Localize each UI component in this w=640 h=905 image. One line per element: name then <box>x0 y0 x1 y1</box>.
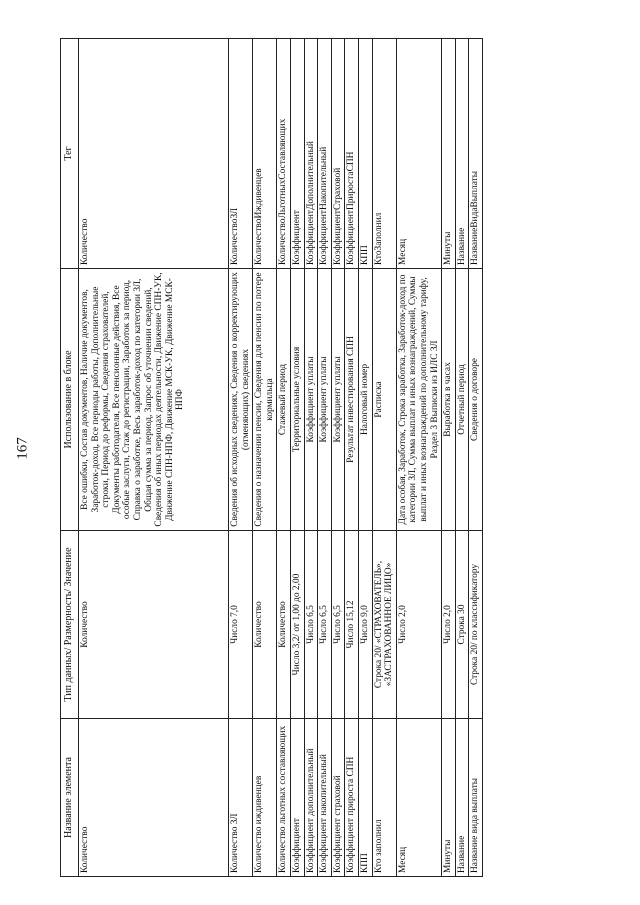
cell-name: Кто заполнил <box>372 719 396 877</box>
rotated-table-wrapper <box>60 39 483 877</box>
table-row <box>396 39 441 877</box>
cell-tag: КоэффициентПриростаСПН <box>345 39 359 269</box>
cell-usage: Отчетный период <box>455 269 469 531</box>
table-row <box>304 39 318 877</box>
cell-tag: КоэффициентДополнительный <box>304 39 318 269</box>
cell-name: Коэффициент <box>290 719 304 877</box>
cell-usage: Сведения об исходных сведениях, Сведения о корректирующих (отменяющих) сведениях <box>229 269 253 531</box>
table-row <box>442 39 456 877</box>
cell-type: Число 6,5 <box>331 531 345 719</box>
cell-tag: Минуты <box>442 39 456 269</box>
page-number: 167 <box>14 437 31 460</box>
cell-usage: Все ошибки, Состав документов, Наличие документов, Заработок-доход, Все периоды работы, Дополнительные строки, Период до реформы, Сведения страхователей, Документы работодателя, Все пенсионные действия, Все особые заслуги, Стаж до регистрации, Заработок за период, Справка о заработке, Весь заработок-доход по категории ЗЛ, Общая сумма за период, Запрос об уточнении сведений, Сведения об иных периодах деятельности, Движение СПН-УК, Движение СПН-НПФ, Движение МСК-УК, Движение МСК-НПФ <box>79 269 229 531</box>
cell-name: Коэффициент дополнительный <box>304 719 318 877</box>
table-row <box>253 39 277 877</box>
table-row <box>345 39 359 877</box>
header-type: Тип данных/ Размерность/ Значение <box>61 531 79 719</box>
table-row <box>358 39 372 877</box>
cell-tag: Месяц <box>396 39 441 269</box>
cell-name: КПП <box>358 719 372 877</box>
cell-usage: Коэффициент уплаты <box>318 269 332 531</box>
cell-type: Строка 20/ по классификатору <box>469 531 483 719</box>
cell-name: Название вида выплаты <box>469 719 483 877</box>
cell-name: Количество ЗЛ <box>229 719 253 877</box>
cell-name: Количество льготных составляющих <box>277 719 291 877</box>
cell-tag: Количество <box>79 39 229 269</box>
header-tag: Тег <box>61 39 79 269</box>
cell-tag: КтоЗаполнил <box>372 39 396 269</box>
cell-type: Число 2,0 <box>442 531 456 719</box>
cell-tag: КоличествоИждивенцев <box>253 39 277 269</box>
cell-usage: Налоговый номер <box>358 269 372 531</box>
table-row <box>372 39 396 877</box>
header-name: Название элемента <box>61 719 79 877</box>
cell-tag: КоэффициентСтраховой <box>331 39 345 269</box>
header-usage: Использование в блоке <box>61 269 79 531</box>
table-row <box>277 39 291 877</box>
cell-type: Количество <box>79 531 229 719</box>
cell-type: Строка 30 <box>455 531 469 719</box>
cell-name: Название <box>455 719 469 877</box>
table-header-row <box>61 39 79 877</box>
cell-usage: Результат инвестирования СПН <box>345 269 359 531</box>
cell-name: Коэффициент страховой <box>331 719 345 877</box>
cell-tag: НазваниеВидаВыплаты <box>469 39 483 269</box>
cell-usage: Сведения о договоре <box>469 269 483 531</box>
cell-type: Количество <box>253 531 277 719</box>
cell-type: Число 3,2/ от 1,00 до 2,00 <box>290 531 304 719</box>
cell-type: Число 6,5 <box>304 531 318 719</box>
cell-type: Число 7,0 <box>229 531 253 719</box>
elements-table <box>60 38 483 877</box>
cell-tag: КПП <box>358 39 372 269</box>
cell-usage: Выработка в часах <box>442 269 456 531</box>
cell-name: Коэффициент прироста СПН <box>345 719 359 877</box>
cell-usage: Стажевый период <box>277 269 291 531</box>
cell-usage: Коэффициент уплаты <box>331 269 345 531</box>
cell-tag: КоэффициентНакопительный <box>318 39 332 269</box>
cell-name: Коэффициент накопительный <box>318 719 332 877</box>
table-row <box>318 39 332 877</box>
cell-tag: Название <box>455 39 469 269</box>
table-row <box>229 39 253 877</box>
table-row <box>331 39 345 877</box>
cell-type: Число 6,5 <box>318 531 332 719</box>
cell-name: Месяц <box>396 719 441 877</box>
cell-type: Число 15,12 <box>345 531 359 719</box>
cell-name: Количество иждивенцев <box>253 719 277 877</box>
table-row <box>79 39 229 877</box>
cell-type: Количество <box>277 531 291 719</box>
cell-tag: Коэффициент <box>290 39 304 269</box>
cell-type: Число 9,0 <box>358 531 372 719</box>
table-row <box>469 39 483 877</box>
cell-name: Количество <box>79 719 229 877</box>
cell-usage: Дата особая, Заработок, Строка заработка, Заработок-доход по категории ЗЛ, Сумма выплат и иных вознаграждений, Суммы выплат и иных вознаграждений по дополнительному тарифу, Раздел 3 Выписки из ИЛС ЗЛ <box>396 269 441 531</box>
cell-name: Минуты <box>442 719 456 877</box>
cell-tag: КоличествоЗЛ <box>229 39 253 269</box>
cell-usage: Расписка <box>372 269 396 531</box>
cell-tag: КоличествоЛьготныхСоставляющих <box>277 39 291 269</box>
table-row <box>455 39 469 877</box>
cell-type: Число 2,0 <box>396 531 441 719</box>
cell-usage: Сведения о назначении пенсии, Сведения для пенсии по потере кормильца <box>253 269 277 531</box>
cell-usage: Коэффициент уплаты <box>304 269 318 531</box>
cell-type: Строка 20/ «СТРАХОВАТЕЛЬ», «ЗАСТРАХОВАННОЕ ЛИЦО» <box>372 531 396 719</box>
table-row <box>290 39 304 877</box>
cell-usage: Территориальные условия <box>290 269 304 531</box>
